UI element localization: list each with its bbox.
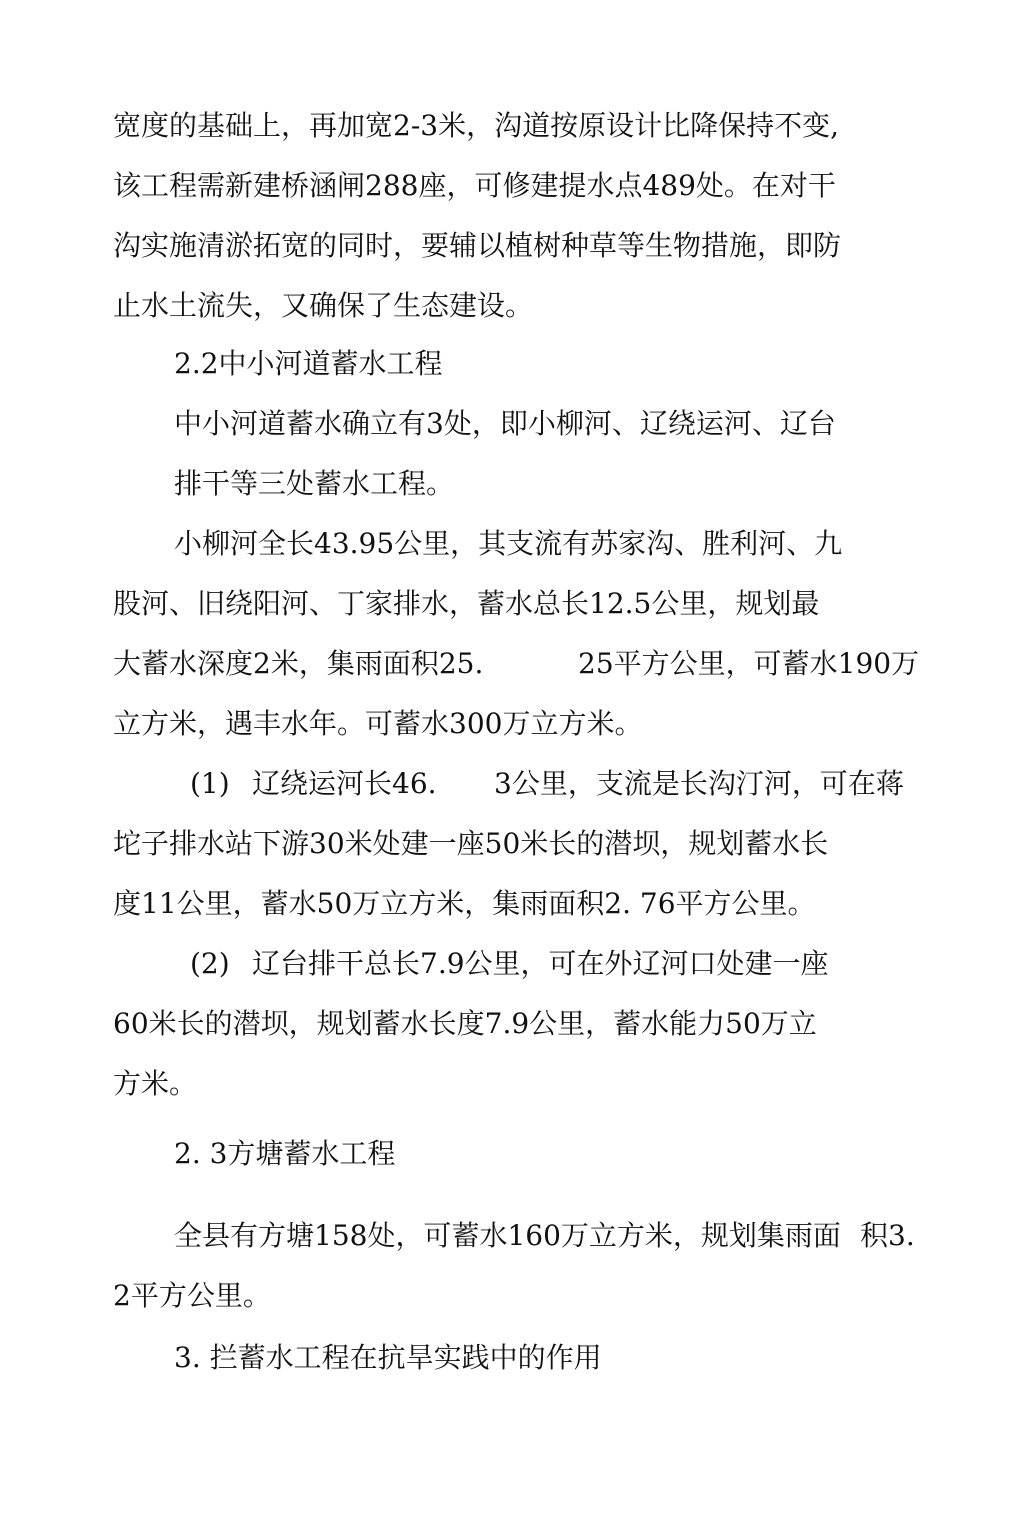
body-line: 立方米，遇丰水年。可蓄水300万立方米。 [113, 707, 643, 740]
body-line: 排干等三处蓄水工程。 [174, 467, 455, 500]
body-line: 积3. [860, 1219, 915, 1252]
body-line: 大蓄水深度2米，集雨面积25. [113, 647, 484, 680]
body-line: 辽绕运河长46. [252, 767, 437, 800]
body-line: 3公里，支流是长沟汀河，可在蒋 [494, 767, 904, 800]
body-line: 方米。 [113, 1067, 198, 1100]
section-heading: 2.2中小河道蓄水工程 [174, 347, 443, 380]
body-line: 中小河道蓄水确立有3处，即小柳河、辽绕运河、辽台 [174, 407, 836, 440]
body-line: 全县有方塘158处，可蓄水160万立方米，规划集雨面 [174, 1219, 841, 1252]
list-marker: (1) [190, 767, 230, 800]
body-line: 该工程需新建桥涵闸288座，可修建提水点489处。在对干 [113, 169, 836, 202]
body-line: 小柳河全长43.95公里，其支流有苏家沟、胜利河、九 [174, 527, 843, 560]
body-line: 25平方公里，可蓄水190万 [578, 647, 920, 680]
body-line: 沟实施清淤拓宽的同时，要辅以植树种草等生物措施，即防 [113, 229, 842, 262]
body-line: 坨子排水站下游30米处建一座50米长的潜坝，规划蓄水长 [113, 827, 829, 860]
body-line: 股河、旧绕阳河、丁家排水，蓄水总长12.5公里，规划最 [113, 587, 820, 620]
body-line: 宽度的基础上，再加宽2-3米，沟道按原设计比降保持不变, [113, 109, 839, 142]
body-line: 辽台排干总长7.9公里，可在外辽河口处建一座 [252, 947, 829, 980]
section-heading: 3. 拦蓄水工程在抗旱实践中的作用 [174, 1341, 602, 1374]
body-line: 止水土流失，又确保了生态建设。 [113, 289, 534, 322]
body-line: 2平方公里。 [113, 1279, 271, 1312]
list-marker: (2) [190, 947, 230, 980]
body-line: 度11公里，蓄水50万立方米，集雨面积2. 76平方公里。 [113, 887, 816, 920]
body-line: 60米长的潜坝，规划蓄水长度7.9公里，蓄水能力50万立 [113, 1007, 817, 1040]
section-heading: 2. 3方塘蓄水工程 [174, 1137, 396, 1170]
